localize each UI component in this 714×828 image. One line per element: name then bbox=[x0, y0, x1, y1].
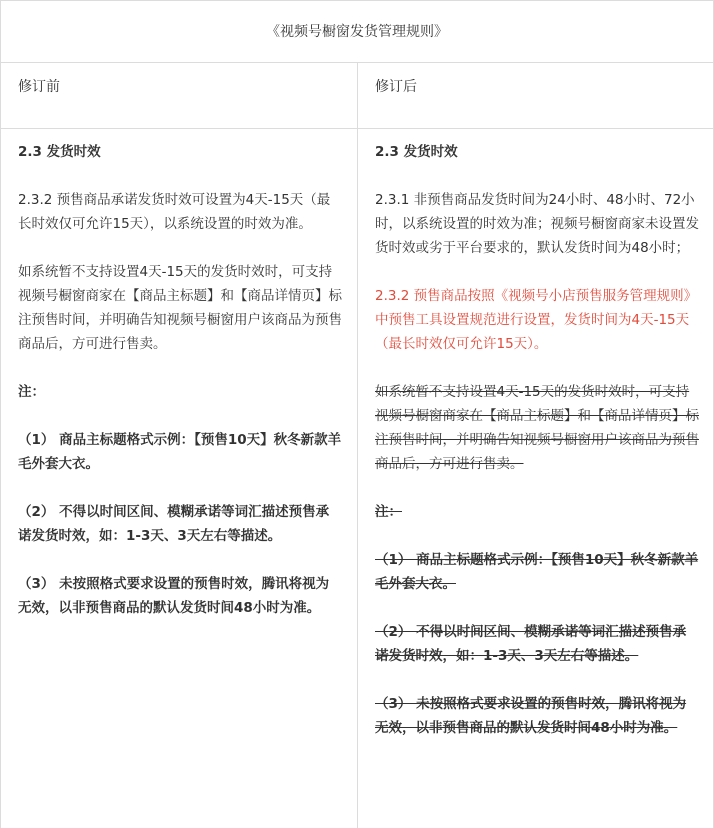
before-note-3: （3） 未按照格式要求设置的预售时效，腾讯将视为无效，以非预售商品的默认发货时间48小时为准。 bbox=[18, 576, 330, 616]
before-paragraph-2: 如系统暂不支持设置4天-15天的发货时效时，可支持视频号橱窗商家在【商品主标题】和【商品详情页】标注预售时间，并明确告知视频号橱窗用户该商品为预售商品后，方可进行售卖。 bbox=[18, 264, 342, 352]
after-section-title: 2.3 发货时效 bbox=[375, 144, 458, 160]
before-note-1: （1） 商品主标题格式示例：【预售10天】秋冬新款羊毛外套大衣。 bbox=[18, 432, 342, 472]
column-divider bbox=[357, 62, 358, 828]
after-column bbox=[375, 140, 699, 764]
header-before: 修订前 bbox=[18, 79, 60, 95]
before-note-label: 注： bbox=[18, 384, 45, 400]
after-paragraph-1: 2.3.1 非预售商品发货时间为24小时、48小时、72小时，以系统设置的时效为准；视频号橱窗商家未设置发货时效或劣于平台要求的，默认发货时间为48小时； bbox=[375, 192, 699, 256]
after-note-3-deleted: （3） 未按照格式要求设置的预售时效，腾讯将视为无效，以非预售商品的默认发货时间48小时为准。 bbox=[375, 696, 687, 736]
table-border-left bbox=[0, 0, 1, 828]
before-section-title: 2.3 发货时效 bbox=[18, 144, 101, 160]
document-title: 《视频号橱窗发货管理规则》 bbox=[266, 24, 448, 40]
before-paragraph-1: 2.3.2 预售商品承诺发货时效可设置为4天-15天（最长时效仅可允许15天），以系统设置的时效为准。 bbox=[18, 192, 331, 232]
after-paragraph-3-deleted: 如系统暂不支持设置4天-15天的发货时效时，可支持视频号橱窗商家在【商品主标题】和【商品详情页】标注预售时间，并明确告知视频号橱窗用户该商品为预售商品后，方可进行售卖。 bbox=[375, 384, 699, 472]
before-column bbox=[18, 140, 342, 644]
before-note-2: （2） 不得以时间区间、模糊承诺等词汇描述预售承诺发货时效，如：1-3天、3天左右等描述。 bbox=[18, 504, 330, 544]
header-after: 修订后 bbox=[375, 79, 417, 95]
after-note-1-deleted: （1） 商品主标题格式示例：【预售10天】秋冬新款羊毛外套大衣。 bbox=[375, 552, 699, 592]
after-note-2-deleted: （2） 不得以时间区间、模糊承诺等词汇描述预售承诺发货时效，如：1-3天、3天左右等描述。 bbox=[375, 624, 687, 664]
after-paragraph-2-added: 2.3.2 预售商品按照《视频号小店预售服务管理规则》中预售工具设置规范进行设置，发货时间为4天-15天（最长时效仅可允许15天）。 bbox=[375, 288, 698, 352]
after-note-label-deleted: 注： bbox=[375, 504, 402, 520]
